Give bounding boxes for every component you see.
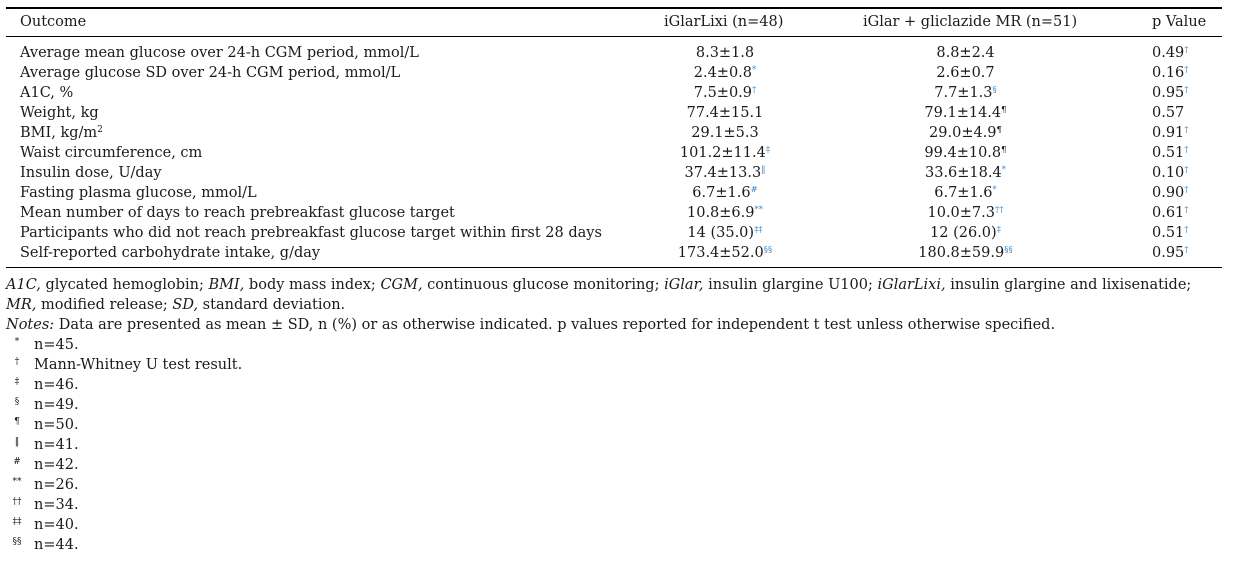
abbreviation-definition: insulin glargine U100;: [703, 277, 878, 293]
abbreviation-definition: continuous glucose monitoring;: [422, 277, 665, 293]
footnote-text: n=46.: [34, 377, 79, 393]
table-row: [6, 203, 1222, 223]
footnote-text: n=42.: [34, 457, 79, 473]
iglar-gliclazide-value: 6.7±1.6*: [934, 185, 997, 201]
table-row: [6, 103, 1222, 123]
footnote-text: n=44.: [34, 537, 79, 553]
footnote-symbol: ‡: [14, 377, 20, 387]
p-value: 0.91†: [1152, 125, 1189, 141]
footnote-symbol: §: [14, 397, 20, 407]
header-rule: [6, 36, 1222, 37]
footnote-marker: **: [754, 205, 763, 215]
footnote-symbol: ¶: [14, 417, 20, 427]
table-row: [6, 83, 1222, 103]
p-value: 0.10†: [1152, 165, 1189, 181]
outcome-cell: Participants who did not reach prebreakfast glucose target within first 28 days: [20, 225, 602, 241]
footnote-marker: †: [1184, 85, 1189, 95]
outcome-cell: Insulin dose, U/day: [20, 165, 162, 181]
footnote-marker: ‡‡: [754, 225, 763, 235]
unit-superscript: 2: [97, 125, 103, 135]
iglar-gliclazide-value: 10.0±7.3††: [927, 205, 1004, 221]
header-iglar-gliclazide: iGlar + gliclazide MR (n=51): [863, 14, 1078, 30]
header-outcome: Outcome: [20, 14, 87, 30]
abbreviation-term: iGlar,: [664, 277, 704, 293]
iglar-gliclazide-value: 2.6±0.7: [936, 65, 995, 81]
iglarlixi-value: 37.4±13.3‖: [684, 165, 766, 181]
footnote-marker: †: [1184, 225, 1189, 235]
footnote-text: n=41.: [34, 437, 79, 453]
iglarlixi-value: 10.8±6.9**: [687, 205, 763, 221]
footnote-marker: §§: [763, 245, 773, 255]
iglar-gliclazide-value: 29.0±4.9¶: [929, 125, 1002, 141]
footnote-marker: *: [752, 65, 757, 75]
footnote-marker: †: [1184, 145, 1189, 155]
p-value: 0.95†: [1152, 245, 1189, 261]
abbreviation-term: MR,: [6, 297, 37, 313]
p-value: 0.49†: [1152, 45, 1189, 61]
p-value: 0.61†: [1152, 205, 1189, 221]
footnote-marker: *: [992, 185, 997, 195]
outcome-cell: Weight, kg: [20, 105, 99, 121]
table-row: [6, 43, 1222, 63]
footnote-marker: ‡: [765, 145, 771, 155]
table-row: [6, 123, 1222, 143]
footnote-marker: ¶: [1001, 105, 1007, 115]
footnote-text: n=34.: [34, 497, 79, 513]
footnote-marker: †: [752, 85, 757, 95]
footnote-marker: ††: [995, 205, 1004, 215]
p-value: 0.57: [1152, 105, 1185, 121]
header-iglarlixi: iGlarLixi (n=48): [664, 14, 784, 30]
abbreviation-definition: standard deviation.: [198, 297, 346, 313]
footnote-symbol: †: [14, 357, 20, 367]
iglarlixi-value: 77.4±15.1: [686, 105, 764, 121]
footnote-marker: †: [1184, 165, 1189, 175]
iglar-gliclazide-value: 12 (26.0)‡: [930, 225, 1001, 241]
abbreviation-definition: modified release;: [36, 297, 173, 313]
table-row: [6, 143, 1222, 163]
footnote-text: n=49.: [34, 397, 79, 413]
abbreviation-definition: body mass index;: [244, 277, 381, 293]
footnote-marker: †: [1184, 65, 1189, 75]
abbreviation-term: iGlarLixi,: [877, 277, 946, 293]
footnote-symbol: §§: [12, 537, 22, 547]
abbreviations-note: [6, 275, 1222, 315]
footnote-symbol: ††: [12, 497, 22, 507]
p-value: 0.16†: [1152, 65, 1189, 81]
iglar-gliclazide-value: 180.8±59.9§§: [918, 245, 1013, 261]
table-top-rule: [6, 7, 1222, 9]
footnote-symbol: #: [13, 457, 21, 467]
table-bottom-rule: [6, 267, 1222, 268]
abbreviation-term: BMI,: [208, 277, 245, 293]
outcome-cell: Mean number of days to reach prebreakfast glucose target: [20, 205, 455, 221]
p-value: 0.90†: [1152, 185, 1189, 201]
abbreviation-term: A1C,: [6, 277, 41, 293]
footnote-marker: *: [1001, 165, 1006, 175]
abbreviation-term: SD,: [172, 297, 199, 313]
outcome-cell: Fasting plasma glucose, mmol/L: [20, 185, 257, 201]
table-row: [6, 243, 1222, 263]
footnote-marker: ‖: [761, 165, 766, 175]
iglarlixi-value: 6.7±1.6#: [692, 185, 758, 201]
table-row: [6, 223, 1222, 243]
iglar-gliclazide-value: 8.8±2.4: [936, 45, 995, 61]
iglar-gliclazide-value: 33.6±18.4*: [925, 165, 1006, 181]
footnote-marker: †: [1184, 185, 1189, 195]
footnote-marker: †: [1184, 125, 1189, 135]
iglar-gliclazide-value: 99.4±10.8¶: [924, 145, 1007, 161]
iglar-gliclazide-value: 79.1±14.4¶: [924, 105, 1007, 121]
footnote-marker: †: [1184, 205, 1189, 215]
footnote-marker: §§: [1004, 245, 1013, 255]
iglarlixi-value: 14 (35.0)‡‡: [687, 225, 763, 241]
notes-label: Notes:: [6, 317, 55, 333]
header-p-value: p Value: [1152, 14, 1207, 30]
iglarlixi-value: 173.4±52.0§§: [677, 245, 773, 261]
footnote-symbol: ‡‡: [12, 517, 22, 527]
iglarlixi-value: 29.1±5.3: [691, 125, 759, 141]
footnote-marker: ‡: [996, 225, 1001, 235]
iglar-gliclazide-value: 7.7±1.3§: [934, 85, 997, 101]
footnote-text: n=50.: [34, 417, 79, 433]
abbreviation-definition: insulin glargine and lixisenatide;: [945, 277, 1192, 293]
iglarlixi-value: 101.2±11.4‡: [679, 145, 771, 161]
footnote-marker: §: [992, 85, 997, 95]
footnote-text: Mann-Whitney U test result.: [34, 357, 243, 373]
footnote-text: n=40.: [34, 517, 79, 533]
notes-text: Data are presented as mean ± SD, n (%) or as otherwise indicated. p values reported for independent t test unless otherwise specified.: [54, 317, 1056, 333]
notes-paragraph: [6, 315, 1222, 335]
footnote-marker: †: [1184, 245, 1189, 255]
outcome-cell: BMI, $kg/m^2$: [20, 125, 103, 141]
footnote-marker: ¶: [1001, 145, 1007, 155]
outcome-cell: Average glucose SD over 24-h CGM period, mmol/L: [20, 65, 401, 81]
outcome-cell: A1C, %: [20, 85, 74, 101]
p-value: 0.95†: [1152, 85, 1189, 101]
iglarlixi-value: 7.5±0.9†: [693, 85, 757, 101]
outcome-cell: Self-reported carbohydrate intake, g/day: [20, 245, 321, 261]
iglarlixi-value: 2.4±0.8*: [693, 65, 757, 81]
table-row: [6, 63, 1222, 83]
outcome-cell: Average mean glucose over 24-h CGM period, mmol/L: [20, 45, 419, 61]
footnote-symbol: **: [12, 477, 22, 487]
outcome-cell: Waist circumference, cm: [20, 145, 203, 161]
footnote-marker: #: [750, 185, 758, 195]
footnote-symbol: ‖: [14, 437, 20, 447]
footnote-marker: †: [1184, 45, 1189, 55]
p-value: 0.51†: [1152, 145, 1189, 161]
footnote-text: n=45.: [34, 337, 79, 353]
footnote-text: n=26.: [34, 477, 79, 493]
abbreviation-definition: glycated hemoglobin;: [40, 277, 209, 293]
iglarlixi-value: 8.3±1.8: [695, 45, 755, 61]
footnote-symbol: *: [14, 337, 20, 347]
footnote-marker: ¶: [996, 125, 1002, 135]
p-value: 0.51†: [1152, 225, 1189, 241]
table-row: [6, 163, 1222, 183]
table-row: [6, 183, 1222, 203]
table-header-row: [6, 12, 1222, 32]
abbreviation-term: CGM,: [380, 277, 423, 293]
